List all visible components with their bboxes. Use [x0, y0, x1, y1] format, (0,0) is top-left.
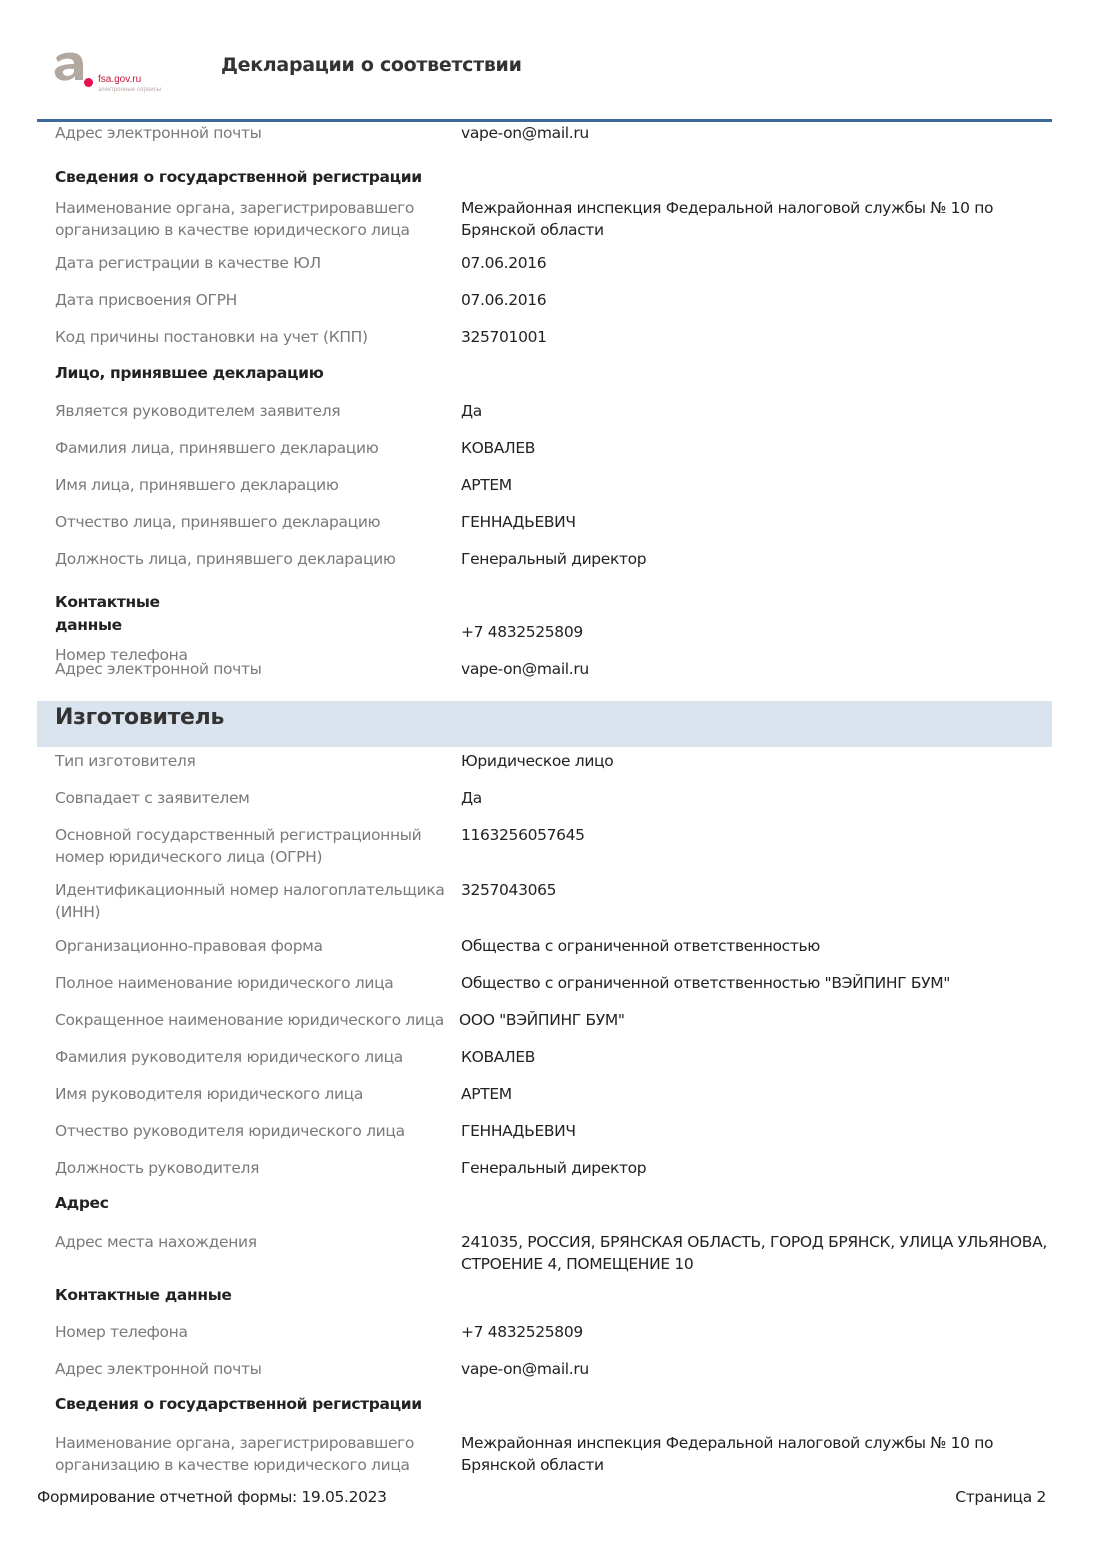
section-heading-contacts-line2: данные: [55, 616, 122, 634]
field-value: Да: [461, 789, 482, 807]
field-label: Код причины постановки на учет (КПП): [55, 328, 368, 346]
field-value: 07.06.2016: [461, 254, 547, 272]
field-value: ООО "ВЭЙПИНГ БУМ": [459, 1011, 625, 1029]
page-number: Страница 2: [955, 1488, 1046, 1506]
field-value: vape-on@mail.ru: [461, 660, 589, 678]
field-label: Идентификационный номер налогоплательщика (ИНН): [55, 881, 445, 921]
field-value: +7 4832525809: [461, 1323, 583, 1341]
field-value: Да: [461, 402, 482, 420]
field-label: Полное наименование юридического лица: [55, 974, 394, 992]
field-value: ГЕННАДЬЕВИЧ: [461, 1122, 576, 1140]
field-value: vape-on@mail.ru: [461, 1360, 589, 1378]
field-value: 1163256057645: [461, 826, 585, 844]
field-label: Адрес места нахождения: [55, 1233, 257, 1251]
field-label: Организационно-правовая форма: [55, 937, 323, 955]
field-label: Фамилия лица, принявшего декларацию: [55, 439, 379, 457]
field-value: АРТЕМ: [461, 1085, 512, 1103]
field-value: АРТЕМ: [461, 476, 512, 494]
fsa-logo-mark-icon: [52, 50, 86, 84]
field-label: Адрес электронной почты: [55, 1360, 262, 1378]
field-value: Юридическое лицо: [461, 752, 614, 770]
field-label: Отчество лица, принявшего декларацию: [55, 513, 381, 531]
field-label: Наименование органа, зарегистрировавшего организацию в качестве юридического лица: [55, 199, 415, 239]
field-label: Фамилия руководителя юридического лица: [55, 1048, 403, 1066]
field-value: КОВАЛЕВ: [461, 439, 536, 457]
field-label: Должность лица, принявшего декларацию: [55, 550, 396, 568]
report-generation-date: Формирование отчетной формы: 19.05.2023: [37, 1488, 387, 1506]
section-heading-state-registration: Сведения о государственной регистрации: [55, 1395, 422, 1413]
document-title: Декларации о соответствии: [221, 54, 522, 76]
field-value: Общества с ограниченной ответственностью: [461, 937, 820, 955]
field-value: Межрайонная инспекция Федеральной налоговой службы № 10 по Брянской области: [461, 1434, 994, 1474]
section-band-manufacturer: [37, 701, 1052, 747]
section-title: Изготовитель: [55, 705, 225, 730]
logo-domain: fsa.gov.ru: [98, 74, 142, 85]
field-value: +7 4832525809: [461, 623, 583, 641]
field-label: Адрес электронной почты: [55, 660, 262, 678]
field-label: Дата присвоения ОГРН: [55, 291, 237, 309]
section-heading-address: Адрес: [55, 1194, 109, 1212]
field-label: Тип изготовителя: [55, 752, 196, 770]
section-heading-contacts: Контактные данные: [55, 1286, 232, 1304]
field-value: Генеральный директор: [461, 550, 647, 568]
field-label: Наименование органа, зарегистрировавшего организацию в качестве юридического лица: [55, 1434, 415, 1474]
field-value: 241035, РОССИЯ, БРЯНСКАЯ ОБЛАСТЬ, ГОРОД БРЯНСК, УЛИЦА УЛЬЯНОВА, СТРОЕНИЕ 4, ПОМЕЩЕНИЕ 10: [461, 1233, 1047, 1273]
field-value: 325701001: [461, 328, 547, 346]
field-value: Межрайонная инспекция Федеральной налоговой службы № 10 по Брянской области: [461, 199, 994, 239]
field-label: Адрес электронной почты: [55, 124, 262, 142]
field-label: Сокращенное наименование юридического лица: [55, 1011, 444, 1029]
field-value: Общество с ограниченной ответственностью "ВЭЙПИНГ БУМ": [461, 974, 951, 992]
field-label: Дата регистрации в качестве ЮЛ: [55, 254, 321, 272]
field-label: Должность руководителя: [55, 1159, 260, 1177]
logo-subtitle: электронные сервисы: [98, 87, 162, 93]
logo-dot-icon: [84, 78, 93, 87]
field-label: Номер телефона: [55, 646, 188, 664]
field-label: Основной государственный регистрационный номер юридического лица (ОГРН): [55, 826, 422, 866]
field-label: Имя руководителя юридического лица: [55, 1085, 364, 1103]
section-heading-state-registration: Сведения о государственной регистрации: [55, 168, 422, 186]
field-label: Отчество руководителя юридического лица: [55, 1122, 405, 1140]
field-label: Имя лица, принявшего декларацию: [55, 476, 339, 494]
fsa-logo: [50, 48, 180, 98]
field-value: 3257043065: [461, 881, 557, 899]
field-value: vape-on@mail.ru: [461, 124, 589, 142]
section-heading-declarant-person: Лицо, принявшее декларацию: [55, 364, 324, 382]
field-value: КОВАЛЕВ: [461, 1048, 536, 1066]
section-heading-contacts-line1: Контактные: [55, 593, 160, 611]
field-label: Совпадает с заявителем: [55, 789, 250, 807]
field-value: 07.06.2016: [461, 291, 547, 309]
field-label: Является руководителем заявителя: [55, 402, 341, 420]
field-value: ГЕННАДЬЕВИЧ: [461, 513, 576, 531]
field-value: Генеральный директор: [461, 1159, 647, 1177]
field-label: Номер телефона: [55, 1323, 188, 1341]
